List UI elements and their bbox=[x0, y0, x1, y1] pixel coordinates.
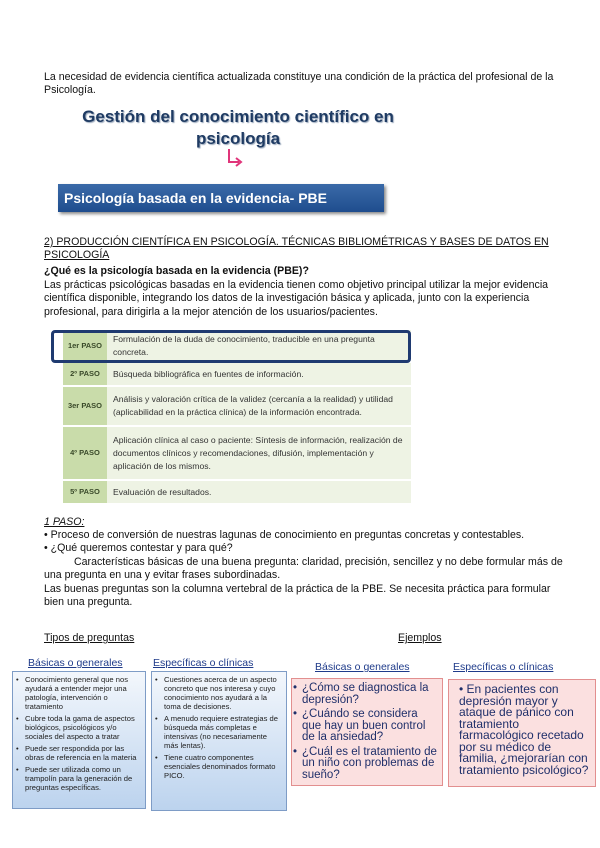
body-line: Características básicas de una buena pregunta: claridad, precisión, sencillez y no debe formular más de una pregunta en una y evitar frases subordinadas. bbox=[44, 555, 563, 582]
step-label: 4º PASO bbox=[63, 427, 107, 479]
step-row bbox=[63, 363, 411, 385]
step-text: Evaluación de resultados. bbox=[107, 481, 411, 503]
list-item: • Cubre toda la gama de aspectos biológicos, psicológicos y/o sociales del aspecto a tratar bbox=[25, 714, 141, 741]
clinical-examples-panel: • En pacientes con depresión mayor y ataque de pánico con tratamiento farmacológico recetado por su médico de familia, ¿mejorarían con tratamiento psicológico? bbox=[448, 679, 596, 787]
list-item: • A menudo requiere estrategias de búsqueda más completas e intensivas (no necesariamente más lentas). bbox=[164, 714, 282, 750]
step-label: 2º PASO bbox=[63, 363, 107, 385]
body-line: Las buenas preguntas son la columna vertebral de la práctica de la PBE. Se necesita práctica para formular bien una pregunta. bbox=[44, 582, 551, 609]
step-text: Aplicación clínica al caso o paciente: Síntesis de información, realización de documentos clínicos y recomendaciones, difusión, implementación y aplicación de los mismos. bbox=[107, 427, 411, 479]
pbe-question: ¿Qué es la psicología basada en la evidencia (PBE)? bbox=[44, 265, 309, 277]
paso-heading: 1 PASO: bbox=[44, 516, 85, 528]
step-one-highlight bbox=[51, 330, 411, 363]
list-item: • Cuestiones acerca de un aspecto concreto que nos interesa y cuyo conocimiento nos ayudará a la toma de decisiones. bbox=[164, 675, 282, 711]
step-label: 5º PASO bbox=[63, 481, 107, 503]
intro-paragraph: La necesidad de evidencia científica actualizada constituye una condición de la práctica del profesional de la Psicología. bbox=[44, 71, 554, 97]
clinical-questions-panel bbox=[151, 671, 287, 811]
step-row bbox=[63, 481, 411, 503]
pbe-definition: Las prácticas psicológicas basadas en la evidencia tienen como objetivo principal utilizar la mejor evidencia científica disponible, integrando los datos de la investigación básica y aplicada, junto con la experiencia profesional, para dirigirla a la mejor atención de los usuarios/pacientes. bbox=[44, 279, 549, 318]
knowledge-management-title: Gestión del conocimiento científico en psicología bbox=[82, 107, 394, 148]
list-item: • Conocimiento general que nos ayudará a entender mejor una patología, intervención o tratamiento bbox=[25, 675, 141, 711]
body-line: • Proceso de conversión de nuestras lagunas de conocimiento en preguntas concretas y contestables. bbox=[44, 529, 525, 541]
step-row bbox=[63, 427, 411, 479]
section-heading: 2) PRODUCCIÓN CIENTÍFICA EN PSICOLOGÍA. TÉCNICAS BIBLIOMÉTRICAS Y BASES DE DATOS EN PSICOLOGÍA bbox=[44, 236, 549, 262]
list-item: • ¿Cuándo se considera que hay un buen control de la ansiedad? bbox=[302, 709, 438, 744]
step-label: 1er PASO bbox=[63, 330, 107, 361]
body-line: • ¿Qué queremos contestar y para qué? bbox=[44, 542, 233, 555]
basic-examples-panel bbox=[291, 678, 443, 786]
down-right-arrow-icon bbox=[226, 148, 244, 170]
paso-body bbox=[44, 529, 564, 609]
question-types-heading: Tipos de preguntas bbox=[44, 632, 135, 644]
list-item: • Puede ser respondida por las obras de referencia en la materia bbox=[25, 744, 141, 762]
list-item: • Puede ser utilizada como un trampolín para la generación de preguntas específicas. bbox=[25, 765, 141, 792]
step-label: 3er PASO bbox=[63, 387, 107, 425]
step-text: Búsqueda bibliográfica en fuentes de información. bbox=[107, 363, 411, 385]
list-item: • ¿Cuál es el tratamiento de un niño con problemas de sueño? bbox=[302, 747, 438, 782]
basic-questions-panel bbox=[12, 671, 146, 809]
step-row bbox=[63, 387, 411, 425]
clinical-examples-title: Específicas o clínicas bbox=[453, 661, 554, 673]
list-item: • Tiene cuatro componentes esenciales denominados formato PICO. bbox=[164, 753, 282, 780]
step-text: Análisis y valoración crítica de la validez (cercanía a la realidad) y utilidad (aplicabilidad en la práctica clínica) de la información encontrada. bbox=[107, 387, 411, 425]
list-item: • ¿Cómo se diagnostica la depresión? bbox=[302, 683, 438, 706]
pbe-banner: Psicología basada en la evidencia- PBE bbox=[58, 184, 384, 212]
step-text: Formulación de la duda de conocimiento, traducible en una pregunta concreta. bbox=[107, 330, 411, 361]
basic-questions-title: Básicas o generales bbox=[28, 657, 123, 669]
examples-heading: Ejemplos bbox=[398, 632, 442, 644]
basic-examples-title: Básicas o generales bbox=[315, 661, 410, 673]
clinical-questions-title: Específicas o clínicas bbox=[153, 657, 254, 669]
